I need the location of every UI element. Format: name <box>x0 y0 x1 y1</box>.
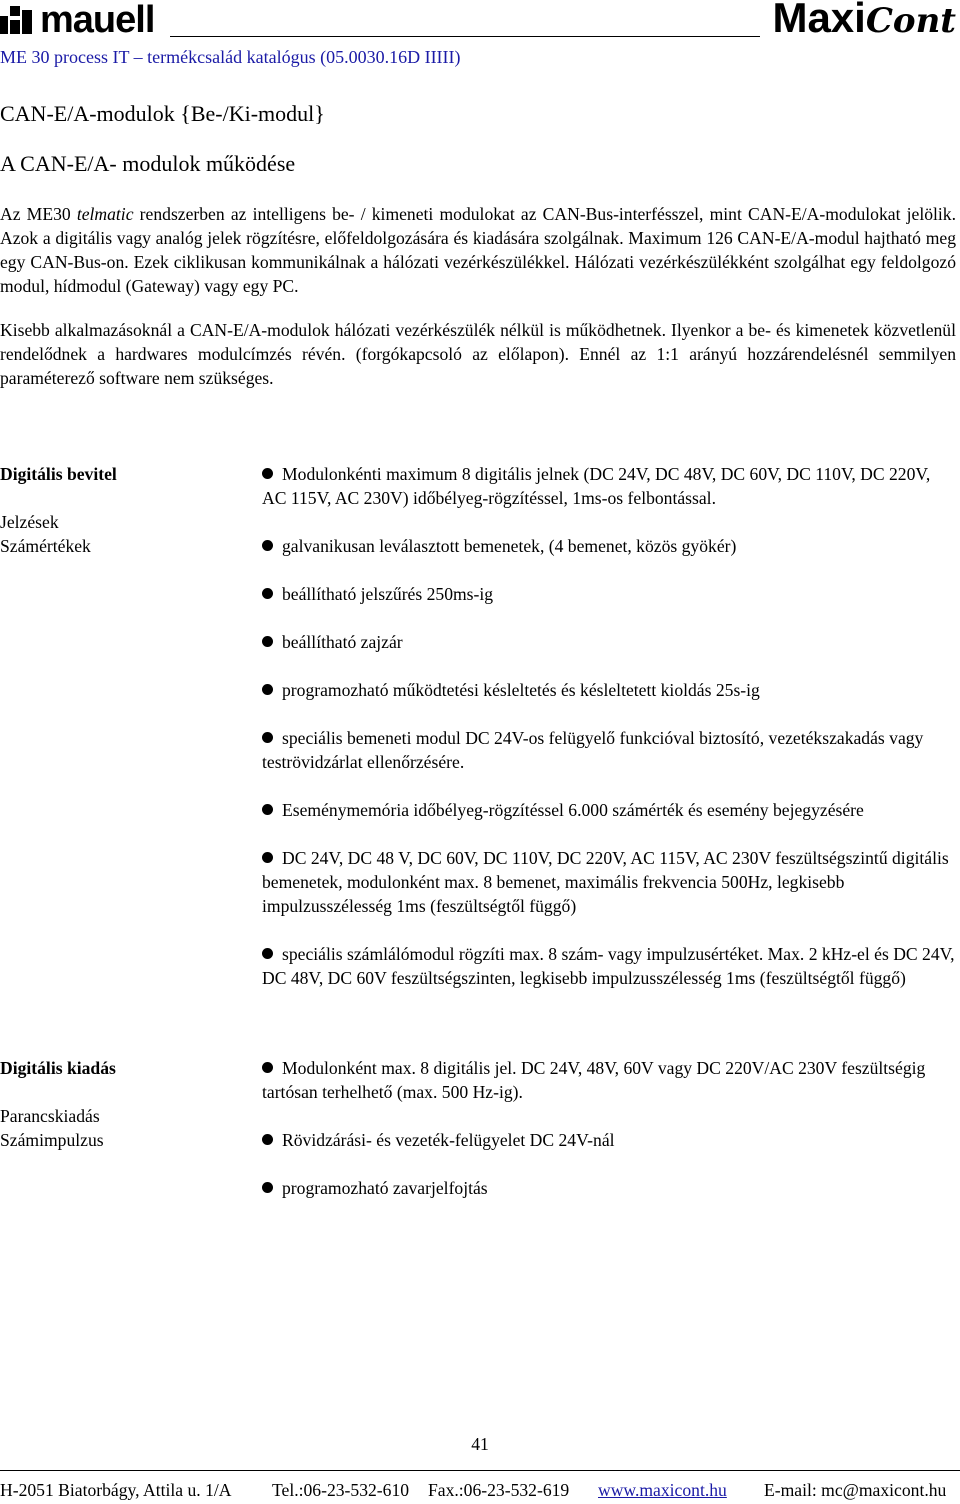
digital-output-labels <box>0 1056 240 1152</box>
bullet-icon <box>262 732 273 743</box>
footer-phone: Tel.:06-23-532-610 <box>272 1480 410 1500</box>
bullet-icon <box>262 1182 273 1193</box>
digital-output-list <box>262 1056 956 1200</box>
telmatic-term: telmatic <box>76 204 134 224</box>
digital-input-labels <box>0 462 240 558</box>
bullet-icon <box>262 588 273 599</box>
list-item: programozható működtetési késleltetés és késleltetett kioldás 25s-ig <box>262 678 956 702</box>
catalog-line: ME 30 process IT – termékcsalád katalógus (05.0030.16D IIIII) <box>0 47 461 67</box>
label-szamertekek: Számértékek <box>0 536 91 556</box>
list-item: speciális számlálómodul rögzíti max. 8 szám- vagy impulzusértéket. Max. 2 kHz-el és DC 24V, DC 48V, DC 60V feszültségszinten, legkisebb impulzusszélesség 1ms (feszültségtől függő) <box>262 944 955 988</box>
label-jelzesek: Jelzések <box>0 512 59 532</box>
digital-input-heading: Digitális bevitel <box>0 464 117 484</box>
bullet-icon <box>262 636 273 647</box>
list-item: galvanikusan leválasztott bemenetek, (4 bemenet, közös gyökér) <box>262 534 956 558</box>
footer-email[interactable]: E-mail: mc@maxicont.hu <box>764 1480 947 1500</box>
digital-output-heading: Digitális kiadás <box>0 1058 116 1078</box>
page-number: 41 <box>471 1434 489 1454</box>
list-item: Modulonkénti maximum 8 digitális jelnek (DC 24V, DC 48V, DC 60V, DC 110V, DC 220V, AC 115V, AC 230V) időbélyeg-rögzítéssel, 1ms-os felbontással. <box>262 464 931 508</box>
list-item: programozható zavarjelfojtás <box>262 1176 956 1200</box>
list-item: Rövidzárási- és vezeték-felügyelet DC 24V-nál <box>262 1128 956 1152</box>
maxicont-logo-script: Cont <box>865 1 956 41</box>
bullet-icon <box>262 468 273 479</box>
mauell-logo <box>0 0 154 40</box>
intro-paragraph-1: Az ME30 telmatic rendszerben az intelligens be- / kimeneti modulokat az CAN-Bus-interfésszel, mint CAN-E/A-modulokat jelölik. Azok a digitális vagy analóg jelek rögzítésre, előfeldolgozására és kiadására szolgálnak. Maximum 126 CAN-E/A-modul hajtható meg egy CAN-Bus-on. Ezek ciklikusan kommunikálnak a hálózati vezérkészülékkel. Hálózati vezérkészülékként szolgálhat egy feldolgozó modul, hídmodul (Gateway) vagy egy PC. <box>0 204 956 296</box>
digital-input-list <box>262 462 956 990</box>
section-title: A CAN-E/A- modulok működése <box>0 151 296 176</box>
bullet-icon <box>262 852 273 863</box>
label-szamimpulzus: Számimpulzus <box>0 1130 104 1150</box>
list-item: Modulonként max. 8 digitális jel. DC 24V, 48V, 60V vagy DC 220V/AC 230V feszültségig tartósan terhelhető (max. 500 Hz-ig). <box>262 1058 926 1102</box>
intro-paragraph-2: Kisebb alkalmazásoknál a CAN-E/A-modulok hálózati vezérkészülék nélkül is működhetnek. Ilyenkor a be- és kimenetek közvetlenül rendelődnek a hardwares modulcímzés révén. (forgókapcsoló az előlapon). Ennél az 1:1 arányú hozzárendelésnél semmilyen paraméterező software nem szükséges. <box>0 320 956 388</box>
bullet-icon <box>262 540 273 551</box>
list-item: beállítható zajzár <box>262 630 956 654</box>
bullet-icon <box>262 684 273 695</box>
footer-rule <box>0 1470 960 1471</box>
maxicont-logo-main: Maxi <box>772 0 866 41</box>
footer-address: H-2051 Biatorbágy, Attila u. 1/A <box>0 1480 232 1500</box>
website-link[interactable]: www.maxicont.hu <box>598 1480 727 1500</box>
list-item: DC 24V, DC 48 V, DC 60V, DC 110V, DC 220V, AC 115V, AC 230V feszültségszintű digitális bemenetek, modulonként max. 8 bemenet, maximális frekvencia 500Hz, legkisebb impulzusszélesség 1ms (feszültségtől függő) <box>262 848 949 916</box>
mauell-logo-text: mauell <box>40 0 155 41</box>
footer-fax: Fax.:06-23-532-619 <box>428 1480 570 1500</box>
bullet-icon <box>262 948 273 959</box>
list-item: beállítható jelszűrés 250ms-ig <box>262 582 956 606</box>
page-title: CAN-E/A-modulok {Be-/Ki-modul} <box>0 101 325 126</box>
list-item: Eseménymemória időbélyeg-rögzítéssel 6.000 számérték és esemény bejegyzésére <box>262 798 956 822</box>
label-parancskiadas: Parancskiadás <box>0 1106 100 1126</box>
header-rule <box>170 36 760 37</box>
bullet-icon <box>262 804 273 815</box>
mauell-logo-mark <box>0 6 34 34</box>
maxicont-logo <box>772 0 956 43</box>
bullet-icon <box>262 1134 273 1145</box>
list-item: speciális bemeneti modul DC 24V-os felügyelő funkcióval biztosító, vezetékszakadás vagy teströvidzárlat ellenőrzésére. <box>262 728 924 772</box>
bullet-icon <box>262 1062 273 1073</box>
